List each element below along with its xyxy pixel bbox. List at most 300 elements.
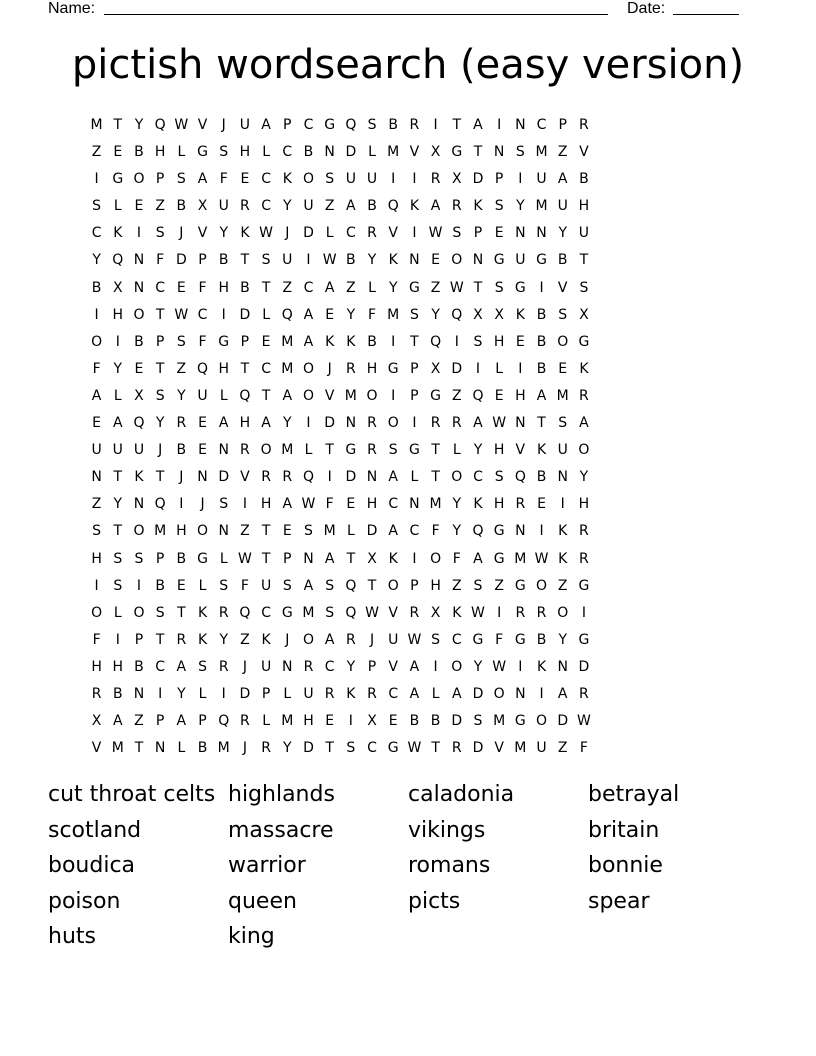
grid-letter: P <box>283 117 292 133</box>
grid-letter: P <box>155 171 165 188</box>
grid-letter: S <box>431 631 441 648</box>
grid-letter: H <box>154 144 166 161</box>
grid-letter: S <box>558 415 568 432</box>
grid-row <box>86 549 595 576</box>
grid-letter: T <box>261 523 271 540</box>
grid-letter: P <box>410 387 419 404</box>
grid-letter: I <box>412 550 417 567</box>
grid-letter: G <box>514 577 526 594</box>
word-list <box>48 781 768 959</box>
grid-letter: P <box>473 225 483 242</box>
grid-letter: L <box>198 685 207 702</box>
grid-letter: X <box>197 198 208 215</box>
grid-letter: B <box>409 713 420 730</box>
grid-letter: O <box>133 171 145 188</box>
grid-letter: Y <box>558 225 567 242</box>
grid-letter: X <box>367 550 377 567</box>
grid-letter: W <box>534 550 549 567</box>
grid-letter: C <box>536 117 547 133</box>
grid-letter: G <box>387 360 399 377</box>
grid-letter: L <box>262 144 270 161</box>
grid-letter: V <box>579 144 589 161</box>
grid-letter: R <box>579 387 589 404</box>
grid-letter: U <box>239 117 251 133</box>
grid-letter: T <box>261 387 271 404</box>
grid-letter: S <box>113 550 123 567</box>
grid-letter: D <box>303 740 314 757</box>
grid-letter: L <box>346 523 355 540</box>
grid-letter: O <box>536 577 548 594</box>
grid-letter: S <box>325 604 335 621</box>
grid-letter: D <box>366 523 378 540</box>
grid-letter: F <box>579 740 588 757</box>
grid-letter: G <box>430 387 442 404</box>
grid-letter: I <box>136 225 142 242</box>
grid-letter: S <box>304 523 313 540</box>
grid-letter: B <box>303 144 314 161</box>
grid-letter: A <box>324 279 335 296</box>
grid-letter: M <box>281 360 294 377</box>
grid-letter: D <box>218 469 230 486</box>
grid-letter: N <box>536 225 547 242</box>
grid-letter: J <box>242 658 247 675</box>
grid-row <box>86 684 595 711</box>
grid-letter: N <box>324 144 335 161</box>
grid-letter: O <box>133 523 145 540</box>
grid-letter: O <box>197 523 209 540</box>
grid-row <box>86 386 595 413</box>
word-list-item: boudica <box>48 853 136 878</box>
grid-letter: U <box>260 577 272 594</box>
grid-letter: A <box>91 387 102 404</box>
grid-letter: M <box>514 740 527 757</box>
grid-letter: M <box>154 523 167 540</box>
grid-letter: H <box>366 360 378 377</box>
grid-letter: N <box>282 658 293 675</box>
grid-letter: I <box>560 496 565 513</box>
grid-letter: X <box>430 360 441 377</box>
grid-letter: A <box>282 387 293 404</box>
grid-letter: I <box>391 171 396 188</box>
grid-letter: O <box>91 604 103 621</box>
grid-letter: B <box>536 469 547 486</box>
grid-letter: N <box>557 469 568 486</box>
grid-letter: T <box>537 415 546 432</box>
grid-letter: N <box>409 496 420 513</box>
name-label: Name: <box>48 0 96 17</box>
grid-letter: G <box>345 442 357 459</box>
grid-letter: H <box>260 496 272 513</box>
grid-letter: A <box>451 685 462 702</box>
grid-letter: I <box>581 604 586 621</box>
grid-letter: E <box>325 306 335 323</box>
grid-letter: K <box>536 442 547 459</box>
grid-letter: N <box>515 415 526 432</box>
grid-letter: N <box>472 252 484 269</box>
grid-letter: G <box>218 333 230 350</box>
word-list-item: britain <box>588 817 660 843</box>
grid-row <box>86 494 595 521</box>
grid-letter: Z <box>494 577 504 594</box>
grid-letter: V <box>240 469 250 486</box>
grid-letter: J <box>200 496 205 513</box>
grid-letter: L <box>262 306 270 323</box>
grid-letter: L <box>113 198 122 215</box>
grid-letter: A <box>536 387 547 404</box>
grid-letter: D <box>303 225 314 242</box>
grid-letter: S <box>176 171 186 188</box>
grid-letter: B <box>536 631 547 648</box>
grid-letter: U <box>557 198 568 215</box>
grid-letter: Y <box>177 685 186 702</box>
grid-letter: Q <box>281 306 293 323</box>
grid-letter: W <box>259 225 274 242</box>
grid-letter: T <box>155 306 165 323</box>
grid-letter: O <box>557 333 569 350</box>
grid-letter: O <box>451 252 463 269</box>
grid-letter: T <box>261 550 271 567</box>
grid-letter: F <box>368 306 377 323</box>
grid-letter: L <box>219 550 228 567</box>
grid-letter: W <box>428 225 443 242</box>
grid-letter: W <box>492 415 507 432</box>
grid-letter: T <box>177 604 186 621</box>
grid-letter: L <box>495 360 504 377</box>
grid-letter: I <box>475 360 481 377</box>
grid-row <box>86 657 595 684</box>
grid-letter: D <box>345 144 357 161</box>
grid-letter: A <box>176 658 187 675</box>
grid-letter: K <box>282 171 292 188</box>
grid-letter: G <box>197 550 208 567</box>
grid-letter: Q <box>154 496 166 513</box>
grid-letter: B <box>536 306 547 323</box>
grid-letter: M <box>344 387 357 404</box>
grid-letter: B <box>176 198 187 215</box>
header <box>48 0 748 20</box>
grid-letter: W <box>492 658 507 675</box>
grid-letter: O <box>451 469 463 486</box>
grid-letter: R <box>176 415 187 432</box>
grid-letter: L <box>219 387 228 404</box>
grid-letter: R <box>345 631 356 648</box>
grid-letter: B <box>218 252 229 269</box>
grid-row <box>86 359 595 386</box>
grid-letter: O <box>557 604 569 621</box>
grid-letter: S <box>346 740 356 757</box>
grid-row <box>86 278 595 305</box>
grid-letter: O <box>536 713 548 730</box>
grid-letter: W <box>407 631 422 648</box>
grid-letter: W <box>471 604 485 621</box>
grid-letter: C <box>324 658 335 675</box>
grid-letter: I <box>391 333 396 350</box>
grid-letter: C <box>155 658 166 675</box>
grid-letter: Z <box>451 387 462 404</box>
grid-letter: D <box>472 685 484 702</box>
grid-letter: B <box>134 144 144 161</box>
grid-letter: I <box>327 469 332 486</box>
grid-letter: C <box>261 604 271 621</box>
grid-row <box>86 250 595 277</box>
word-list-item: massacre <box>228 817 334 843</box>
grid-letter: O <box>387 415 399 432</box>
grid-letter: X <box>451 171 462 188</box>
grid-row <box>86 223 595 250</box>
grid-letter: Y <box>113 496 123 513</box>
grid-letter: U <box>578 225 590 242</box>
grid-row <box>86 305 595 332</box>
grid-letter: I <box>518 658 523 675</box>
grid-letter: A <box>430 198 441 215</box>
date-field-line <box>673 14 739 15</box>
grid-letter: N <box>409 252 420 269</box>
grid-letter: J <box>285 631 290 648</box>
grid-letter: I <box>94 577 99 594</box>
grid-letter: K <box>325 333 335 350</box>
word-list-item: scotland <box>48 817 142 843</box>
grid-letter: P <box>494 171 504 188</box>
grid-letter: S <box>155 604 165 621</box>
grid-letter: R <box>240 442 250 459</box>
grid-letter: V <box>388 604 398 621</box>
grid-letter: Q <box>472 523 484 540</box>
grid-letter: G <box>408 279 420 296</box>
grid-letter: R <box>515 496 526 513</box>
grid-letter: B <box>367 333 377 350</box>
grid-letter: T <box>240 360 250 377</box>
grid-row <box>86 630 595 657</box>
grid-letter: Q <box>302 469 314 486</box>
grid-letter: S <box>155 387 165 404</box>
grid-letter: R <box>367 415 377 432</box>
word-list-item: cut throat celts <box>48 782 216 807</box>
grid-letter: Z <box>176 360 187 377</box>
grid-letter: R <box>579 550 589 567</box>
grid-letter: M <box>535 144 548 161</box>
grid-letter: I <box>391 387 396 404</box>
grid-letter: T <box>261 279 271 296</box>
grid-letter: H <box>515 387 526 404</box>
grid-letter: C <box>303 279 314 296</box>
grid-letter: Z <box>451 577 462 594</box>
grid-letter: P <box>283 550 292 567</box>
grid-letter: Q <box>239 387 251 404</box>
grid-letter: B <box>176 442 187 459</box>
grid-letter: G <box>197 144 208 161</box>
grid-letter: E <box>494 225 504 242</box>
grid-letter: C <box>388 685 399 702</box>
grid-letter: T <box>431 740 440 757</box>
grid-letter: O <box>366 387 378 404</box>
grid-letter: A <box>473 117 483 133</box>
grid-row <box>86 413 595 440</box>
grid-letter: P <box>367 658 377 675</box>
grid-letter: O <box>91 333 103 350</box>
grid-letter: V <box>197 225 208 242</box>
grid-letter: P <box>410 577 419 594</box>
grid-letter: M <box>217 740 230 757</box>
grid-letter: R <box>324 685 335 702</box>
grid-letter: C <box>197 306 208 323</box>
grid-letter: S <box>113 577 123 594</box>
grid-letter: L <box>283 685 292 702</box>
grid-letter: V <box>557 279 568 296</box>
grid-letter: C <box>303 117 314 133</box>
grid-letter: B <box>134 333 144 350</box>
grid-letter: A <box>176 713 187 730</box>
grid-letter: D <box>239 306 251 323</box>
grid-letter: G <box>112 171 124 188</box>
grid-letter: T <box>579 252 589 269</box>
grid-letter: Q <box>112 252 124 269</box>
grid-letter: L <box>452 442 461 459</box>
grid-letter: H <box>218 279 229 296</box>
grid-letter: U <box>133 442 145 459</box>
grid-letter: D <box>578 658 590 675</box>
grid-letter: N <box>557 658 568 675</box>
grid-letter: Y <box>346 658 356 675</box>
grid-letter: X <box>430 604 441 621</box>
grid-letter: N <box>133 496 145 513</box>
grid-letter: G <box>578 631 590 648</box>
grid-letter: T <box>367 577 377 594</box>
grid-letter: H <box>303 713 314 730</box>
grid-letter: I <box>412 171 417 188</box>
grid-letter: P <box>155 713 165 730</box>
grid-letter: I <box>221 685 226 702</box>
grid-letter: Z <box>155 198 165 215</box>
grid-letter: I <box>115 631 120 648</box>
grid-letter: K <box>197 604 208 621</box>
grid-letter: K <box>515 306 525 323</box>
grid-letter: A <box>579 415 589 432</box>
grid-letter: Z <box>430 279 441 296</box>
name-field-line <box>104 14 608 15</box>
grid-letter: S <box>325 577 335 594</box>
grid-row <box>86 603 595 630</box>
grid-letter: P <box>410 360 419 377</box>
grid-letter: A <box>261 117 271 133</box>
grid-letter: I <box>518 171 523 188</box>
grid-letter: S <box>409 306 419 323</box>
grid-letter: S <box>176 333 186 350</box>
grid-letter: H <box>578 496 590 513</box>
grid-letter: G <box>281 604 293 621</box>
grid-letter: L <box>368 279 376 296</box>
grid-letter: H <box>430 577 441 594</box>
grid-letter: V <box>494 740 504 757</box>
grid-letter: P <box>198 713 207 730</box>
grid-letter: M <box>387 144 400 161</box>
grid-letter: I <box>454 333 459 350</box>
grid-letter: Q <box>345 577 357 594</box>
grid-letter: H <box>239 144 251 161</box>
grid-letter: X <box>494 306 504 323</box>
grid-letter: D <box>472 740 484 757</box>
grid-letter: S <box>558 306 568 323</box>
grid-letter: B <box>112 685 123 702</box>
grid-letter: A <box>557 685 568 702</box>
grid-letter: S <box>367 117 377 133</box>
grid-letter: I <box>433 658 438 675</box>
grid-letter: B <box>91 279 102 296</box>
grid-letter: W <box>449 279 464 296</box>
grid-letter: D <box>451 713 463 730</box>
grid-letter: O <box>302 631 314 648</box>
grid-letter: S <box>282 577 292 594</box>
grid-letter: C <box>155 279 166 296</box>
grid-letter: L <box>198 577 207 594</box>
grid-letter: R <box>367 442 377 459</box>
word-list-item: highlands <box>228 782 335 807</box>
date-label: Date: <box>627 0 666 17</box>
word-list-item: queen <box>228 888 297 914</box>
grid-letter: A <box>303 333 314 350</box>
grid-letter: C <box>388 496 399 513</box>
word-list-item: huts <box>48 924 96 949</box>
grid-letter: R <box>91 685 102 702</box>
grid-letter: E <box>198 415 207 432</box>
grid-letter: I <box>497 117 502 133</box>
grid-letter: L <box>177 144 186 161</box>
grid-letter: T <box>325 442 334 459</box>
grid-letter: S <box>494 279 504 296</box>
grid-letter: P <box>261 685 271 702</box>
grid-letter: A <box>324 631 335 648</box>
grid-letter: U <box>282 252 293 269</box>
grid-letter: G <box>324 117 336 133</box>
grid-letter: K <box>346 685 356 702</box>
word-list-item: warrior <box>228 853 306 878</box>
grid-letter: C <box>261 171 271 188</box>
grid-letter: B <box>536 360 547 377</box>
grid-letter: G <box>514 713 526 730</box>
grid-letter: A <box>409 685 420 702</box>
grid-letter: V <box>409 144 420 161</box>
grid-letter: E <box>198 442 207 459</box>
grid-letter: I <box>158 685 163 702</box>
grid-letter: T <box>155 360 165 377</box>
grid-letter: X <box>367 713 377 730</box>
grid-letter: F <box>495 631 504 648</box>
grid-letter: I <box>242 496 247 513</box>
grid-letter: M <box>281 333 294 350</box>
grid-letter: K <box>261 631 271 648</box>
grid-letter: S <box>219 577 229 594</box>
grid-letter: W <box>237 550 252 567</box>
grid-letter: Q <box>451 306 463 323</box>
grid-letter: O <box>133 306 145 323</box>
grid-letter: Y <box>452 496 462 513</box>
grid-letter: S <box>92 198 102 215</box>
grid-letter: N <box>133 685 145 702</box>
grid-letter: S <box>494 198 504 215</box>
grid-letter: U <box>260 658 272 675</box>
grid-letter: E <box>176 279 186 296</box>
grid-letter: D <box>472 171 484 188</box>
grid-letter: T <box>452 117 462 133</box>
grid-letter: W <box>576 713 591 730</box>
grid-letter: X <box>430 144 441 161</box>
grid-letter: I <box>539 523 544 540</box>
grid-letter: P <box>198 252 207 269</box>
grid-letter: R <box>451 740 462 757</box>
grid-letter: B <box>240 279 250 296</box>
grid-letter: K <box>197 631 208 648</box>
grid-letter: K <box>473 198 483 215</box>
grid-letter: S <box>452 225 462 242</box>
